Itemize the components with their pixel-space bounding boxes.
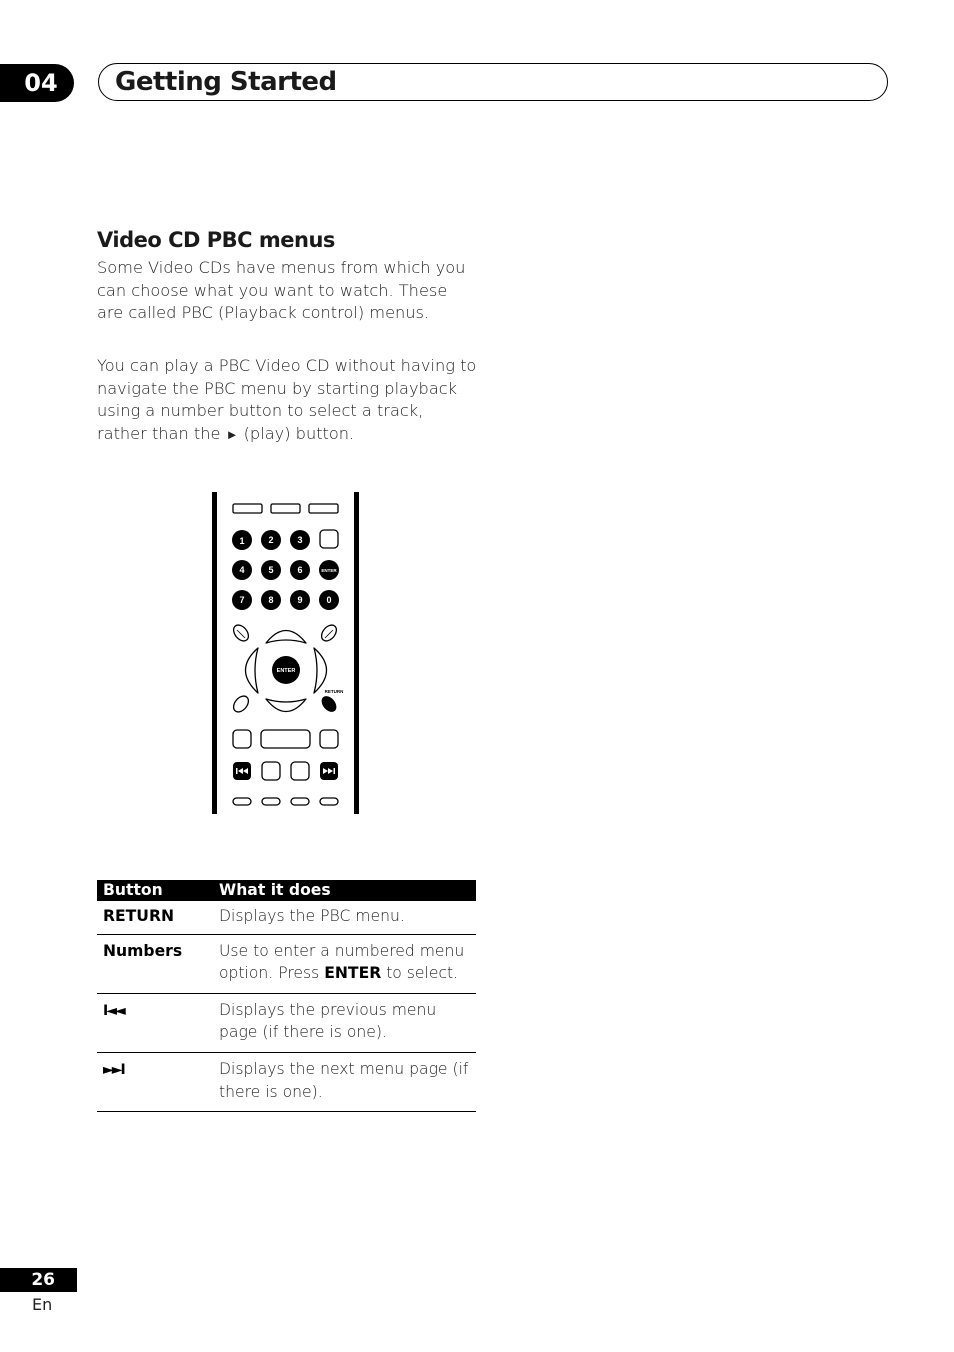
language-code: En	[32, 1295, 53, 1314]
left-angle-button	[231, 622, 252, 644]
up-arrow-button	[266, 631, 306, 644]
pbc-paragraph-text-1: You can play a PBC Video CD without having to navigate the PBC menu by starting playback using a number button to select a track, rather than the	[97, 356, 477, 443]
number-label-5: 5	[268, 565, 274, 575]
table-row	[97, 1052, 476, 1111]
bottom-button-1	[233, 798, 251, 805]
left-arrow-button	[246, 648, 259, 693]
lower-left-angle-button	[231, 693, 252, 715]
pbc-paragraph-text-2: (play) button.	[238, 423, 355, 443]
table-row	[97, 934, 476, 993]
down-arrow-button	[266, 699, 306, 712]
number-label-0: 0	[326, 595, 332, 605]
number-label-2: 2	[268, 535, 274, 545]
bottom-button-3	[291, 798, 309, 805]
description-cell	[219, 934, 476, 993]
number-label-6: 6	[297, 565, 303, 575]
chapter-number: 04	[0, 64, 74, 102]
transport-button-2	[262, 762, 280, 780]
return-label: RETURN	[324, 689, 344, 694]
enter-center-label: ENTER	[276, 668, 296, 674]
description-cell: Displays the next menu page (if there is one).	[219, 1052, 476, 1111]
number-label-7: 7	[239, 595, 245, 605]
table-row	[97, 901, 476, 934]
transport-button-3	[291, 762, 309, 780]
button-function-table	[97, 880, 476, 1112]
description-cell: Displays the PBC menu.	[219, 901, 476, 934]
top-right-square-button	[320, 530, 338, 548]
number-label-9: 9	[297, 595, 303, 605]
remote-left-edge	[212, 492, 217, 814]
number-label-8: 8	[268, 595, 274, 605]
bottom-button-4	[320, 798, 338, 805]
play-icon: ►	[225, 427, 239, 443]
button-cell: Numbers	[97, 934, 219, 993]
remote-right-edge	[354, 492, 359, 814]
description-cell: Displays the previous menu page (if there is one).	[219, 993, 476, 1052]
enter-small-label: ENTER	[321, 568, 337, 573]
return-button	[319, 693, 340, 715]
right-arrow-button	[314, 648, 327, 693]
button-cell	[97, 993, 219, 1052]
number-label-4: 4	[239, 565, 245, 575]
header-button: Button	[97, 880, 219, 901]
section-heading: Video CD PBC menus	[97, 228, 335, 252]
table-row	[97, 993, 476, 1052]
top-button-2	[271, 504, 300, 513]
next-icon: ►►I	[103, 1061, 124, 1078]
number-label-1: 1	[239, 536, 245, 546]
description-text: Use to enter a numbered menu option. Press	[219, 941, 465, 983]
button-cell	[97, 1052, 219, 1111]
pbc-paragraph	[97, 355, 477, 447]
remote-control-illustration	[206, 490, 366, 824]
top-button-1	[233, 504, 262, 513]
bottom-button-2	[262, 798, 280, 805]
header-what-it-does: What it does	[219, 880, 476, 901]
chapter-header-bar	[98, 63, 888, 101]
intro-paragraph: Some Video CDs have menus from which you can choose what you want to watch. These are called PBC (Playback control) menus.	[97, 258, 466, 323]
prev-icon: I◄◄	[103, 1002, 124, 1019]
button-cell: RETURN	[97, 901, 219, 934]
enter-keyword: ENTER	[324, 964, 382, 983]
lower-button-right	[320, 730, 338, 748]
top-button-3	[309, 504, 338, 513]
lower-button-left	[233, 730, 251, 748]
right-angle-button	[319, 622, 340, 644]
number-label-3: 3	[297, 535, 303, 545]
page-number: 26	[0, 1268, 77, 1292]
description-text: to select.	[381, 964, 459, 983]
chapter-title: Getting Started	[115, 67, 337, 97]
lower-button-wide	[261, 730, 310, 748]
table-header-row	[97, 880, 476, 901]
